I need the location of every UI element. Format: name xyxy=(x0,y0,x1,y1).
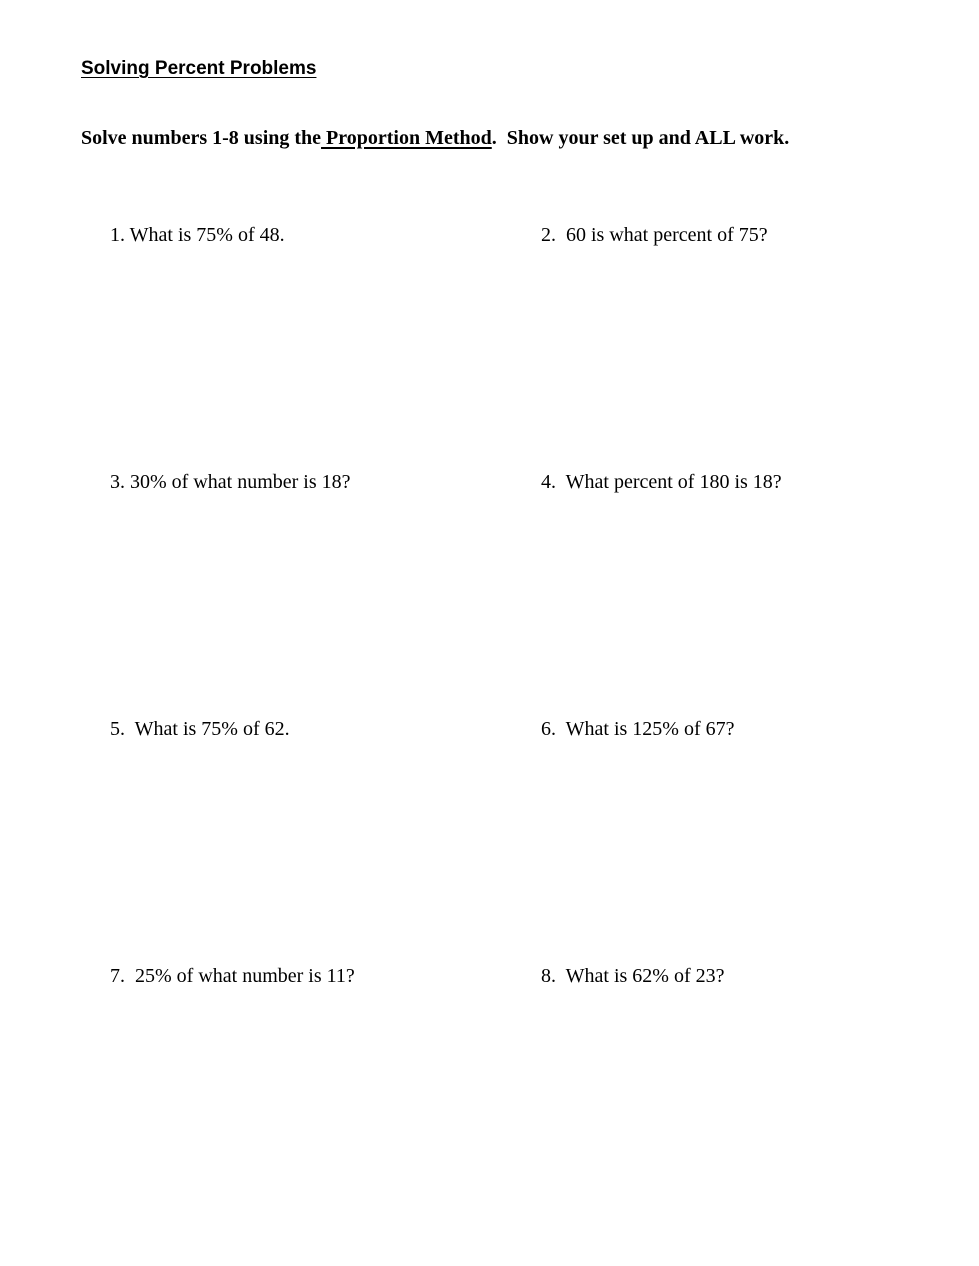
worksheet-title: Solving Percent Problems xyxy=(81,58,317,79)
problem-5: 5. What is 75% of 62. xyxy=(110,718,290,740)
problem-8: 8. What is 62% of 23? xyxy=(541,965,725,987)
instructions-text-before: Solve numbers 1-8 using the xyxy=(81,127,322,149)
instructions-text-after: . Show your set up and ALL work. xyxy=(491,127,790,149)
instructions xyxy=(81,127,789,150)
problem-2: 2. 60 is what percent of 75? xyxy=(541,224,768,246)
problem-7: 7. 25% of what number is 11? xyxy=(110,965,355,987)
problem-4: 4. What percent of 180 is 18? xyxy=(541,471,782,493)
problem-3: 3. 30% of what number is 18? xyxy=(110,471,351,493)
problem-6: 6. What is 125% of 67? xyxy=(541,718,735,740)
instructions-method: Proportion Method xyxy=(321,127,492,149)
problem-1: 1. What is 75% of 48. xyxy=(110,224,285,246)
